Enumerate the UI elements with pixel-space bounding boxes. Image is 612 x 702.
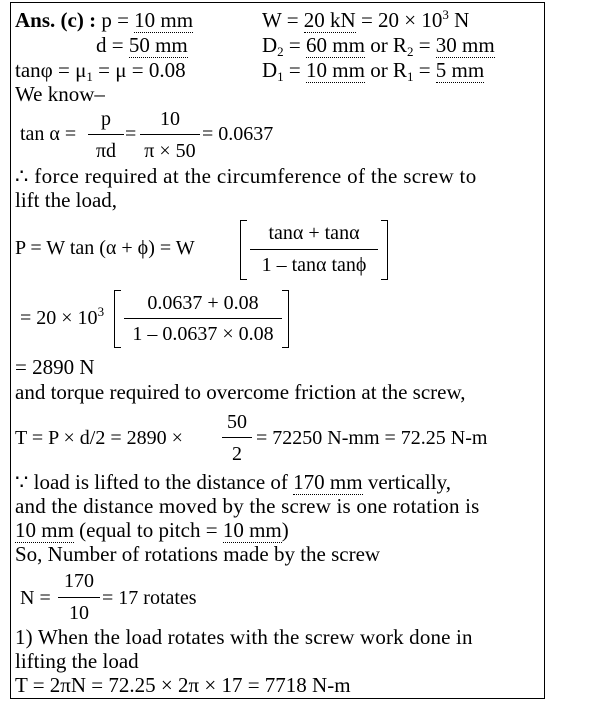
tan-alpha-lhs: tan α = [20,123,77,145]
tan-alpha-eq: = [125,123,137,145]
given-friction: $\tan\varphi = \mu_1 = \mu = 0.08$ [15,58,186,84]
left-bracket [240,220,247,280]
lift-text-3: 10 mm (equal to pitch = 10 mm) [15,518,289,542]
rotations-eq-lhs: N = [20,587,51,609]
given-d1: $D_1 = 10$ mm or $R_1 = 5$ mm [262,58,485,84]
force-eq-lhs: P = W tan (α + ϕ) = W [15,237,195,259]
tan-alpha-f2-den: π × 50 [144,140,196,162]
torque-eq-rhs: = 72250 N-mm = 72.25 N-m [256,427,488,449]
right-bracket [282,290,289,348]
force-eq-num: tanα + tanα [268,222,360,244]
tan-alpha-f2-num: 10 [160,108,180,130]
fraction-bar [124,318,282,319]
given-diameter: d = 50 mm [96,33,188,57]
lift-text-1: ∵ load is lifted to the distance of 170 mm vertically, [15,470,451,494]
fraction-bar [140,134,200,135]
lift-text-2: and the distance moved by the screw is one rotation is [15,494,480,518]
answer-label: Ans. (c) : [15,8,97,32]
given-line-1: Ans. (c) : p = 10 mm [15,8,194,32]
work-text-2: lifting the load [15,649,139,673]
tan-alpha-f1-num: p [101,108,111,130]
torque-text: and torque required to overcome friction at the screw, [15,380,466,404]
fraction-bar [250,249,378,250]
rotations-text: So, Number of rotations made by the screw [15,542,381,566]
rotations-eq-rhs: = 17 rotates [102,587,197,609]
torque-eq-lhs: T = P × d/2 = 2890 × [15,427,183,449]
fraction-bar [58,597,100,598]
given-load: W = 20 kN = $20 \times 10^3$ N [262,7,470,32]
torque-eq-den: 2 [232,443,242,465]
tan-alpha-f1-den: πd [95,140,117,162]
rotations-eq-den: 10 [69,602,89,624]
force-calc-den: 1 – 0.0637 × 0.08 [132,323,274,345]
rotations-eq-num: 170 [64,570,94,592]
given-d2: $D_2 = 60$ mm or $R_2 = 30$ mm [262,33,495,59]
fraction-bar [222,437,252,438]
fraction-bar [88,134,124,135]
torque-eq-num: 50 [227,411,247,433]
we-know: We know– [15,82,105,106]
force-calc-num: 0.0637 + 0.08 [147,292,259,314]
force-text-1: ∴ force required at the circumference of the screw to [15,164,477,188]
force-calc-lhs: = $20 \times 10^3$ [20,304,105,329]
left-bracket [114,290,121,348]
work-text-1: 1) When the load rotates with the screw work done in [15,625,473,649]
solution-box [10,2,545,699]
force-text-2: lift the load, [15,188,118,212]
work-equation: T = 2πN = 72.25 × 2π × 17 = 7718 N-m [15,673,351,697]
force-result: = 2890 N [15,355,95,379]
tan-alpha-result: = 0.0637 [202,123,274,145]
right-bracket [381,220,388,280]
force-eq-den: 1 – tanα tanϕ [261,254,367,276]
